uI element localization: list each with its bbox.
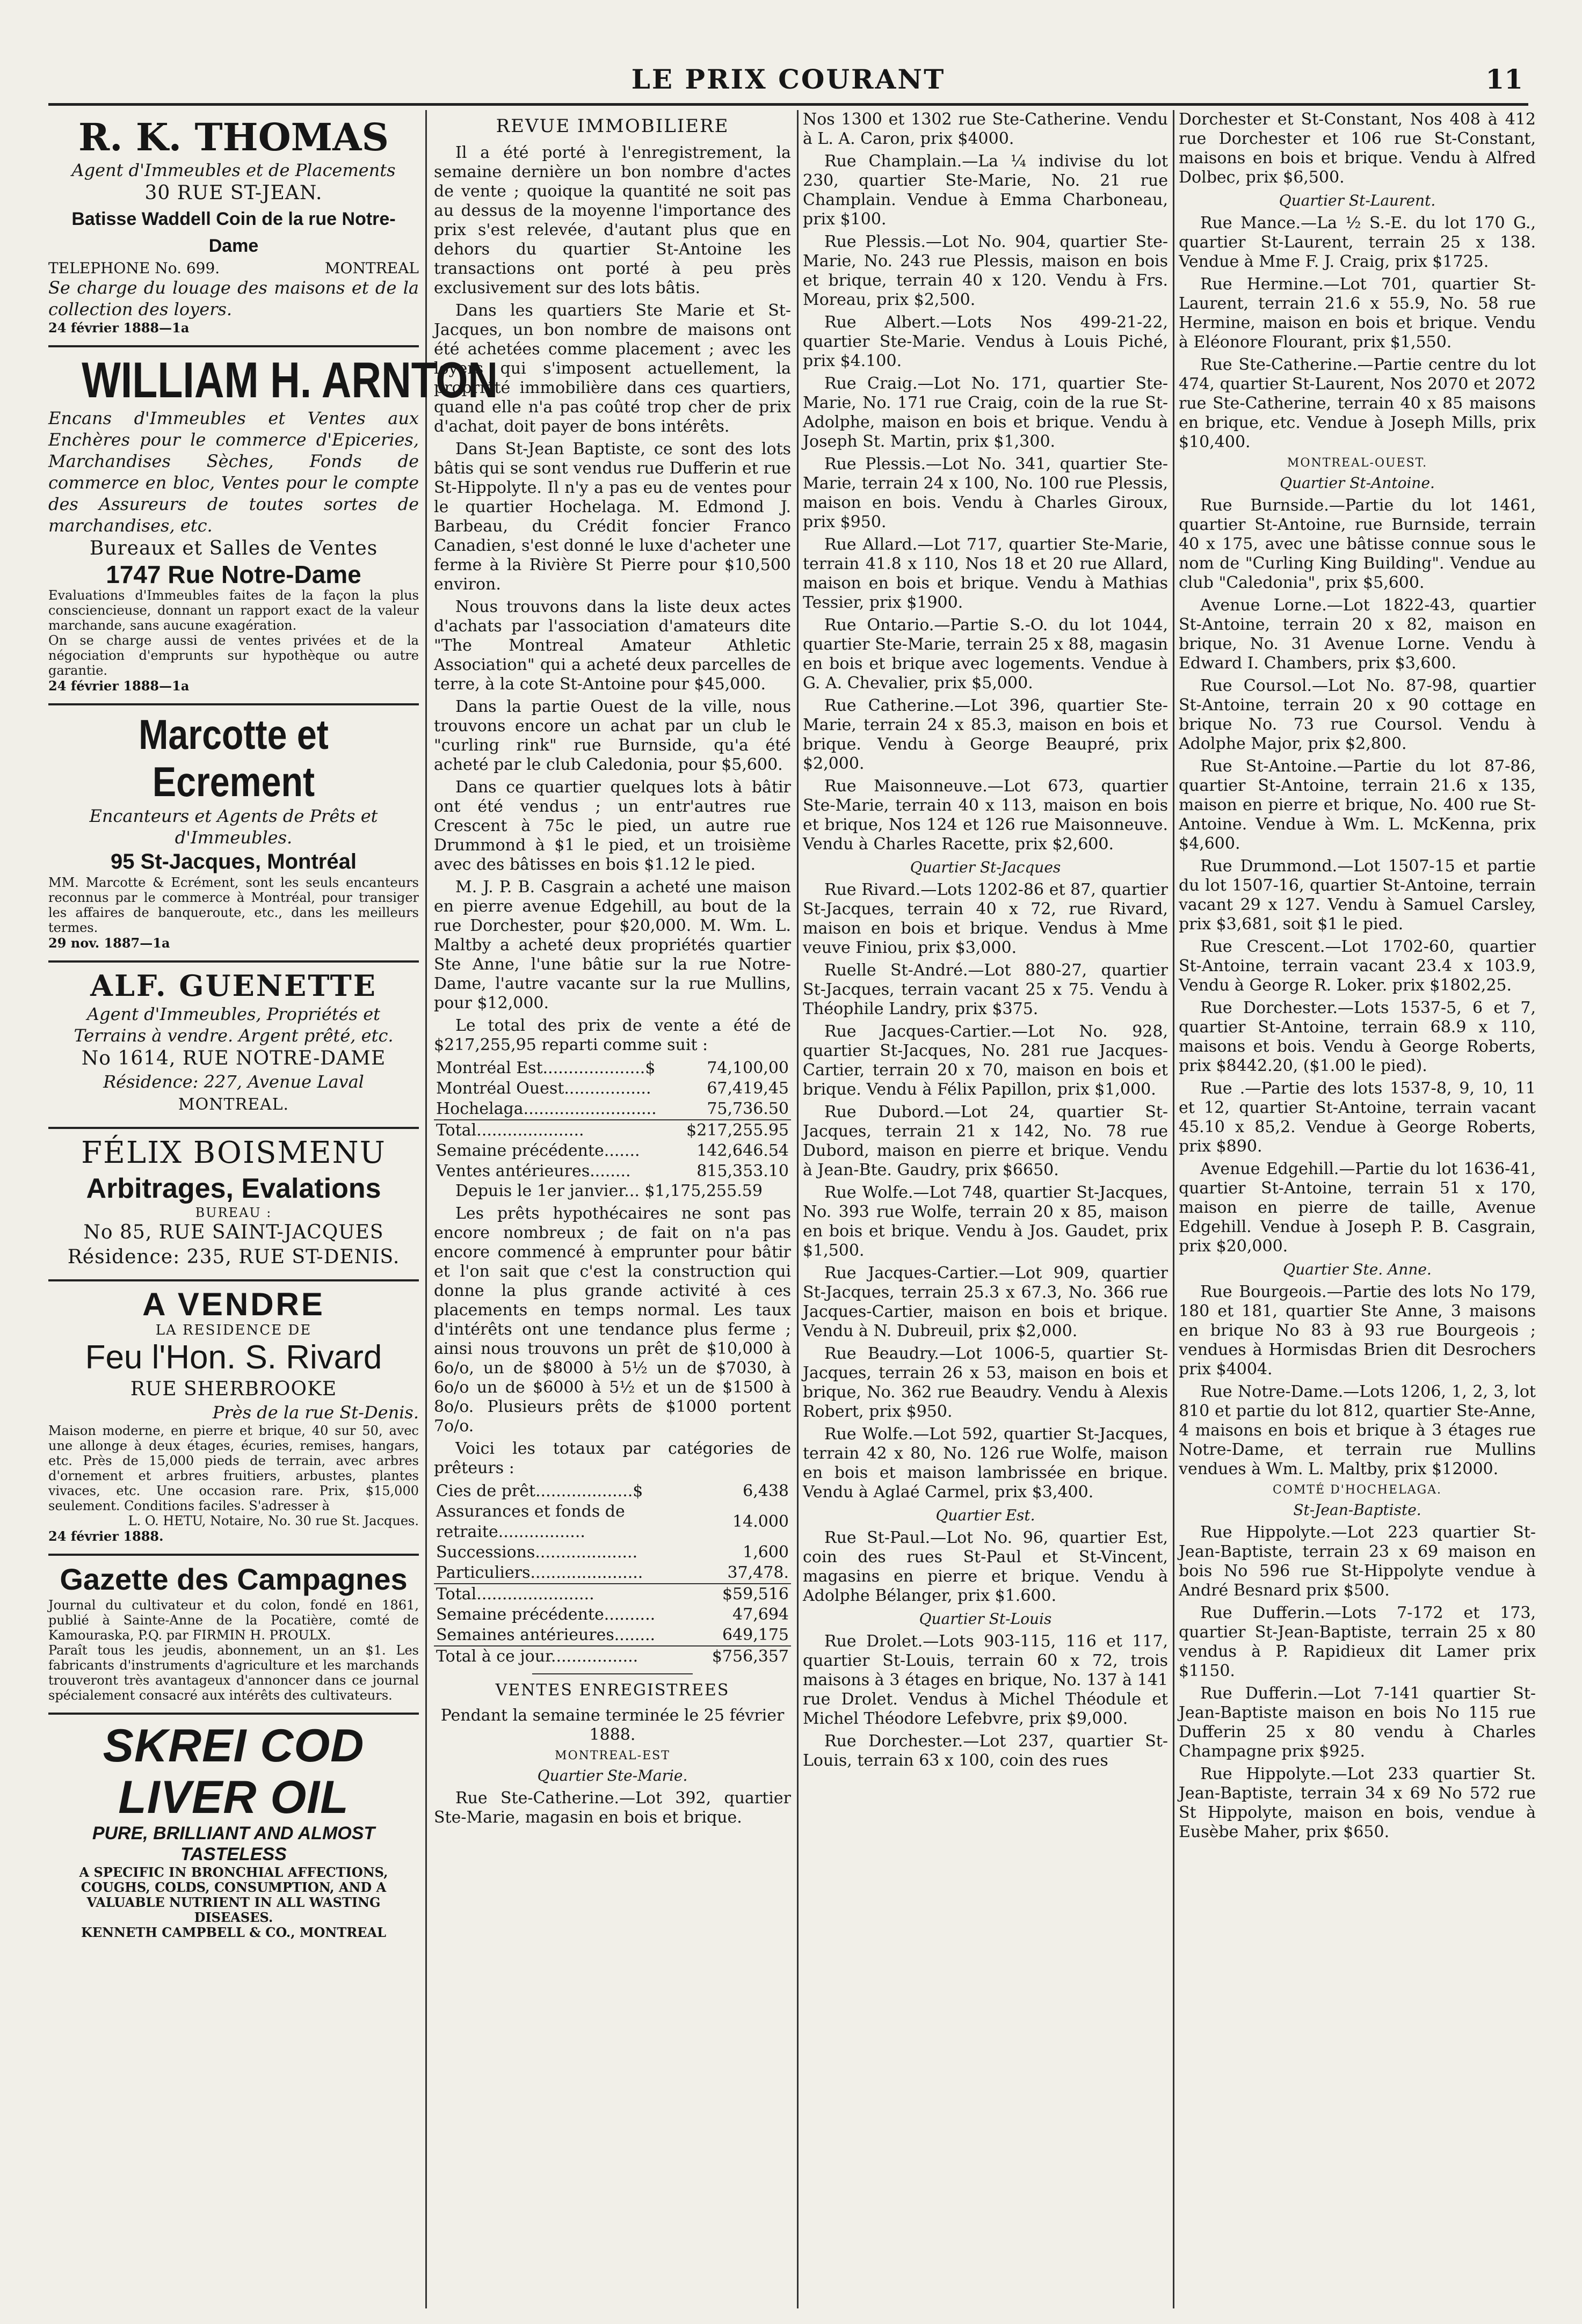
figure-value: 142,646.54 (696, 1141, 789, 1160)
ad-date: 24 février 1888. (48, 1528, 164, 1544)
section-heading: REVUE IMMOBILIERE (496, 115, 729, 137)
revue-paragraph: Il a été porté à l'enregistrement, la semaine dernière un bon nombre d'actes de vente ; quoique la quantité ne soit pas au dessus de la moyenne l'importance des prix s'est relevée, d'autant plus que en dehors du quartier St-Antoine les transactions ont porté à peu près exclusivement sur des lots bâtis. (434, 143, 791, 297)
figure-row (434, 1161, 791, 1182)
figure-value: 6,438 (743, 1482, 789, 1500)
ward-heading: Quartier St-Jacques (910, 858, 1061, 876)
ad-address: 95 St-Jacques, Montréal (111, 850, 357, 873)
ad-subtitle: PURE, BRILLIANT AND ALMOST TASTELESS (92, 1823, 375, 1864)
ad-text: Maison moderne, en pierre et brique, 40 sur 50, avec une allonge à deux étages, écuries, remises, hangars, etc. Près de 15,000 pieds de terrain, avec arbres d'ornement et arbres fruitiers, arbustes, plantes vivaces, etc. Une occasion rare. Prix, $15,000 seulement. Conditions faciles. S'adresser à (48, 1423, 419, 1513)
figure-value: 14.000 (732, 1512, 789, 1531)
figure-row (434, 1646, 791, 1667)
figure-row (434, 1502, 791, 1542)
sale-entry: Rue Mance.—La ½ S.-E. du lot 170 G., quartier St-Laurent, terrain 25 x 138. Vendue à Mme F. J. Craig, prix $1725. (1179, 214, 1536, 271)
figure-value: 649,175 (722, 1626, 789, 1644)
revue-paragraph: Dans la partie Ouest de la ville, nous trouvons encore un achat par un club le "curling rink" rue Burnside, qu'a été acheté par le club Caledonia, pour $5,600. (434, 697, 791, 774)
ad-residence: Résidence: 227, Avenue Laval (103, 1072, 364, 1092)
sale-entry: Rue Albert.—Lots Nos 499-21-22, quartier Ste-Marie. Vendus à Louis Piché, prix $4.100. (803, 313, 1168, 370)
column-rule (1173, 110, 1174, 2308)
advertisements-column (48, 110, 498, 2308)
ad-contact: L. O. HETU, Notaire, No. 30 rue St. Jacques. (128, 1513, 419, 1528)
figure-value: 1,600 (743, 1543, 789, 1562)
district-heading: MONTREAL-OUEST. (1287, 456, 1428, 470)
ad-subtitle: Encans d'Immeubles et Ventes aux Enchères pour le commerce d'Epiceries, Marchandises Sèches, Fonds de commerce en bloc, Ventes pour le compte des Assureurs de toutes sortes de marchandises, etc. (48, 408, 419, 536)
sale-entry: Rue Plessis.—Lot No. 341, quartier Ste-Marie, terrain 24 x 100, No. 100 rue Plessis, maison en bois. Vendu à Charles Giroux, prix $950. (803, 455, 1168, 531)
figure-row (434, 1141, 791, 1161)
ad-date: 29 nov. 1887—1a (48, 935, 170, 951)
page-number: 11 (1485, 63, 1523, 95)
sale-entry: Rue Allard.—Lot 717, quartier Ste-Marie, terrain 41.8 x 110, Nos 18 et 20 rue Allard, maison en bois et brique. Vendu à Mathias Tessier, prix $1900. (803, 535, 1168, 612)
ad-city: MONTREAL (324, 259, 419, 277)
figure-value: 37,478. (727, 1563, 789, 1582)
revue-immobiliere-column (434, 110, 791, 2308)
ad-thomas (48, 110, 419, 347)
ad-subtitle: Arbitrages, Evalations (86, 1173, 381, 1204)
sales-column-4 (1179, 110, 1536, 2308)
ad-boismenu (48, 1129, 419, 1281)
figure-label: Cies de prêt...................$ (436, 1482, 643, 1500)
figure-value: 74,100,00 (707, 1059, 789, 1077)
figure-label: Semaine précédente....... (436, 1141, 640, 1160)
ad-text: Evaluations d'Immeubles faites de la façon la plus consciencieuse, donnant un rapport exact de la valeur marchande, sans aucune exagération. (48, 588, 419, 633)
ad-text: Se charge du louage des maisons et de la collection des loyers. (48, 278, 419, 319)
ad-subtitle: Agent d'Immeubles, Propriétés et Terrains à vendre. Argent prêté, etc. (74, 1004, 394, 1046)
sale-entry: Rue Ste-Catherine.—Lot 392, quartier Ste-Marie, magasin en bois et brique. (434, 1789, 791, 1827)
ad-name: Feu l'Hon. S. Rivard (85, 1339, 382, 1376)
ward-heading: Quartier St-Laurent. (1279, 192, 1436, 209)
ad-name: ALF. GUENETTE (90, 968, 377, 1003)
ad-contact-row (48, 259, 419, 277)
ad-address: No 1614, RUE NOTRE-DAME (81, 1047, 386, 1069)
revue-paragraph: Les prêts hypothécaires ne sont pas encore nombreux ; de fait on n'a pas encore commencé à emprunter pour bâtir et l'on sait que c'est la construction qui donne la plus grande activité à ces placements en temps normal. Les taux d'intérêts ont une tendance plus ferme ; ainsi nous trouvons un prêt de $10,000 à 6o/o, un de $8000 à 5½ un de $7030, à 6o/o un de $6000 à 5½ et un de $1500 à 8o/o. Plusieurs prêts de $1000 portent 7o/o. (434, 1204, 791, 1436)
figure-row (434, 1120, 791, 1141)
section-subheading: Pendant la semaine terminée le 25 février 1888. (440, 1706, 785, 1744)
ward-heading: Quartier Ste-Marie. (537, 1767, 688, 1784)
sales-totals-table (434, 1058, 791, 1182)
sale-entry: Rue Jacques-Cartier.—Lot 909, quartier St-Jacques, terrain 25.3 x 67.3, No. 366 rue Jacques-Cartier, maison en bois et brique. Vendu à N. Dubreuil, prix $2,000. (803, 1264, 1168, 1341)
revue-paragraph: M. J. P. B. Casgrain a acheté une maison en pierre avenue Edgehill, au bout de la rue Dorchester, pour $20,000. M. Wm. L. Maltby a acheté deux propriétés quartier Ste Anne, l'une bâtie sur la rue Notre-Dame, l'autre vacante sur la rue Mullins, pour $12,000. (434, 878, 791, 1012)
sale-entry: Rue Champlain.—La ¼ indivise du lot 230, quartier Ste-Marie, No. 21 rue Champlain. Vendue à Emma Charboneau, prix $100. (803, 152, 1168, 229)
figure-label: Total à ce jour................. (434, 1646, 710, 1667)
figure-label: Montréal Ouest................. (436, 1079, 651, 1098)
sale-entry: Avenue Edgehill.—Partie du lot 1636-41, quartier St-Antoine, terrain 51 x 170, maison en pierre de taille, Avenue Edgehill. Vendue à Joseph P. B. Casgrain, prix $20,000. (1179, 1160, 1536, 1256)
figure-value: $217,255.95 (676, 1120, 791, 1141)
sale-entry: Rue Coursol.—Lot No. 87-98, quartier St-Antoine, terrain 20 x 90 cottage en brique No. 73 rue Coursol. Vendu à Adolphe Major, prix $2,800. (1179, 676, 1536, 753)
ornament-rule (532, 1673, 693, 1674)
ad-text: Paraît tous les jeudis, abonnement, un an $1. Les fabricants d'instruments d'agriculture et les marchands trouveront très avantageux d'annoncer dans ce journal spécialement consacré aux intérêts des cultivateurs. (48, 1643, 419, 1703)
ad-name: SKREI COD LIVER OIL (103, 1720, 365, 1823)
ward-heading: Quartier Ste. Anne. (1283, 1261, 1432, 1278)
sales-column-3 (803, 110, 1168, 2308)
ad-offices: Bureaux et Salles de Ventes (89, 537, 378, 559)
sale-entry: Rue Drummond.—Lot 1507-15 et partie du lot 1507-16, quartier St-Antoine, terrain vacant 29 x 127. Vendu à Samuel Carsley, prix $3,681, soit $1 le pied. (1179, 857, 1536, 934)
figure-row (434, 1058, 791, 1079)
revue-paragraph: Le total des prix de vente a été de $217,255,95 reparti comme suit : (434, 1016, 791, 1054)
ad-subtitle: Encanteurs et Agents de Prêts et d'Immeubles. (89, 806, 378, 848)
column-rule (425, 110, 427, 2308)
column-rule (797, 110, 799, 2308)
figure-row (434, 1099, 791, 1120)
ad-address: 1747 Rue Notre-Dame (106, 560, 361, 588)
figure-value: 67,419,45 (707, 1079, 789, 1098)
ad-text: MM. Marcotte & Ecrément, sont les seuls encanteurs reconnus par le commerce à Montréal, pour transiger les affaires de banqueroute, etc., dans les meilleurs termes. (48, 875, 419, 935)
ad-telephone: TELEPHONE No. 699. (48, 259, 220, 277)
ad-building: Batisse Waddell Coin de la rue Notre-Dame (71, 209, 396, 256)
loan-totals-table (434, 1481, 791, 1667)
figure-value: 75,736.50 (707, 1099, 789, 1118)
ad-date: 24 février 1888—1a (48, 678, 190, 694)
figure-value: $756,357 (710, 1646, 791, 1667)
ad-address: 30 RUE ST-JEAN. (144, 182, 323, 204)
revue-paragraph: Nous trouvons dans la liste deux actes d'achats par l'association d'amateurs dite "The Montreal Amateur Athletic Association" qui a acheté deux parcelles de terre, à la cote St-Antoine pour $45,000. (434, 598, 791, 694)
sale-entry: Rue Jacques-Cartier.—Lot No. 928, quartier St-Jacques, No. 281 rue Jacques-Cartier, terrain 20 x 70, maison en bois et brique. Vendu à Félix Papillon, prix $1,000. (803, 1022, 1168, 1099)
revue-paragraph: Dans ce quartier quelques lots à bâtir ont été vendus ; un entr'autres rue Crescent à 75c le pied, un autre rue Drummond à $1 le pied, et un troisième avec des bâtisses en bois $1.12 le pied. (434, 778, 791, 874)
figure-label: Ventes antérieures........ (436, 1162, 631, 1181)
figure-row (434, 1605, 791, 1625)
ad-arnton (48, 347, 498, 705)
sale-entry: Rue Dorchester.—Lots 1537-5, 6 et 7, quartier St-Antoine, terrain 68.9 x 110, maisons et bois. Vendu à George Roberts, prix $8442.20, ($1.00 le pied). (1179, 999, 1536, 1075)
sale-entry: Rue Craig.—Lot No. 171, quartier Ste-Marie, No. 171 rue Craig, coin de la rue St-Adolphe, maison en bois et brique. Vendu à Joseph St. Martin, prix $1,300. (803, 374, 1168, 451)
page-title: LE PRIX COURANT (631, 63, 946, 95)
sale-entry: Rue Dufferin.—Lot 7-141 quartier St-Jean-Baptiste maison en bois No 115 rue Dufferin 25 x 80 vendu à Charles Champagne prix $925. (1179, 1684, 1536, 1761)
figure-label: Hochelaga.......................... (436, 1099, 657, 1118)
revue-paragraph: Voici les totaux par catégories de prêteurs : (434, 1439, 791, 1477)
sale-entry: Rue Wolfe.—Lot 748, quartier St-Jacques, No. 393 rue Wolfe, terrain 20 x 85, maison en bois et brique. Vendu à Jos. Gaudet, prix $1,500. (803, 1183, 1168, 1260)
sale-entry: Rue Notre-Dame.—Lots 1206, 1, 2, 3, lot 810 et partie du lot 812, quartier Ste-Anne, 4 maisons en bois et brique à 3 étages rue Notre-Dame, et terrain rue Mullins vendues à Wm. L. Maltby, prix $12000. (1179, 1382, 1536, 1478)
since-january-line: Depuis le 1er janvier... $1,175,255.59 (455, 1182, 763, 1200)
sale-entry: Rue Dorchester.—Lot 237, quartier St-Louis, terrain 63 x 100, coin des rues (803, 1732, 1168, 1770)
sale-entry: Rue Wolfe.—Lot 592, quartier St-Jacques, terrain 42 x 80, No. 126 rue Wolfe, maison en bois et maison lambrissée en brique. Vendu à Aglaé Carmel, prix $3,400. (803, 1425, 1168, 1502)
sale-entry: Dorchester et St-Constant, Nos 408 à 412 rue Dorchester et 106 rue St-Constant, maisons en bois et brique. Vendu à Alfred Dolbec, prix $6,500. (1179, 110, 1536, 187)
sale-entry: Rue Ontario.—Partie S.-O. du lot 1044, quartier Ste-Marie, terrain 25 x 88, magasin en bois et brique avec logements. Vendue à G. A. Chevalier, prix $5,000. (803, 616, 1168, 693)
ad-residence: Résidence: 235, RUE ST-DENIS. (67, 1246, 400, 1268)
running-header (48, 63, 1528, 106)
ad-date: 24 février 1888—1a (48, 320, 190, 336)
figure-value: $59,516 (710, 1584, 791, 1605)
sale-entry: Rue Rivard.—Lots 1202-86 et 87, quartier St-Jacques, terrain 40 x 72, rue Rivard, maison en bois et brique. Vendus à Mme veuve Finiou, prix $3,000. (803, 880, 1168, 957)
ad-subtitle: Agent d'Immeubles et de Placements (71, 160, 396, 180)
figure-row (434, 1584, 791, 1605)
sale-entry: Rue Hippolyte.—Lot 233 quartier St. Jean-Baptiste, terrain 34 x 69 No 572 rue St Hippolyte, maison en bois, vendue à Eusèbe Maher, prix $650. (1179, 1765, 1536, 1841)
sale-entry: Rue Beaudry.—Lot 1006-5, quartier St-Jacques, terrain 26 x 53, maison en bois et brique, No. 362 rue Beaudry. Vendu à Alexis Robert, prix $950. (803, 1344, 1168, 1421)
revue-paragraphs (434, 1204, 791, 1478)
header-rule (48, 103, 1528, 106)
figure-row (434, 1079, 791, 1099)
sale-entry: Rue Ste-Catherine.—Partie centre du lot 474, quartier St-Laurent, Nos 2070 et 2072 rue Ste-Catherine, terrain 40 x 85 maisons en brique, etc. Vendue à Joseph Mills, prix $10,400. (1179, 355, 1536, 451)
sale-entry: Rue Catherine.—Lot 396, quartier Ste-Marie, terrain 24 x 85.3, maison en bois et brique. Vendu à George Beaupré, prix $2,000. (803, 696, 1168, 773)
ad-address: No 85, RUE SAINT-JACQUES (83, 1221, 384, 1243)
figure-label: Assurances et fonds de retraite................. (436, 1502, 625, 1541)
ad-title: A VENDRE (142, 1286, 325, 1322)
ad-name: FÉLIX BOISMENU (81, 1135, 386, 1170)
sale-entry: Rue Dubord.—Lot 24, quartier St-Jacques, terrain 21 x 142, No. 78 rue Dubord, maison en pierre et brique. Vendu à Jean-Bte. Gaudry, prix $6650. (803, 1103, 1168, 1179)
ad-text: A SPECIFIC IN BRONCHIAL AFFECTIONS, COUGHS, COLDS, CONSUMPTION, AND A VALUABLE NUTRIENT IN ALL WASTING DISEASES. (79, 1864, 388, 1925)
sale-entry: Rue Bourgeois.—Partie des lots No 179, 180 et 181, quartier Ste Anne, 3 maisons en brique No 83 à 93 rue Bourgeois ; vendues à Hormisdas Brien dit Desrochers prix $4004. (1179, 1283, 1536, 1379)
ad-street: RUE SHERBROOKE (130, 1378, 337, 1400)
ad-skrei (48, 1715, 419, 1950)
figure-row (434, 1563, 791, 1584)
revue-paragraph: Dans St-Jean Baptiste, ce sont des lots bâtis qui se sont vendus rue Dufferin et rue St-Hippolyte. Il n'y a pas eu de ventes pour le quartier Hochelaga. M. Edmond J. Barbeau, du Crédit foncier Franco Canadien, s'est donné le luxe d'acheter une ferme à la Rivière St Pierre pour $10,500 environ. (434, 440, 791, 594)
ward-heading: Quartier Est. (935, 1506, 1035, 1524)
sale-entry: Rue Crescent.—Lot 1702-60, quartier St-Antoine, terrain vacant 23.4 x 103.9, Vendu à George R. Loker. prix $1802,25. (1179, 937, 1536, 995)
ad-rivard (48, 1281, 419, 1556)
ad-marcotte (48, 705, 419, 963)
sale-entry: Rue Hermine.—Lot 701, quartier St-Laurent, terrain 21.6 x 55.9, No. 58 rue Hermine, maison en bois et brique. Vendu à Eléonore Flourant, prix $1,550. (1179, 275, 1536, 352)
figure-label: Successions.................... (436, 1543, 638, 1562)
ad-maker: KENNETH CAMPBELL & CO., MONTREAL (81, 1925, 386, 1940)
sale-entry: Rue St-Antoine.—Partie du lot 87-86, quartier St-Antoine, terrain 21.6 x 135, maison en pierre et brique, No. 400 rue St-Antoine. Vendue à Wm. L. McKenna, prix $4,600. (1179, 757, 1536, 853)
sale-entry: Rue Maisonneuve.—Lot 673, quartier Ste-Marie, terrain 40 x 113, maison en bois et brique, Nos 124 et 126 rue Maisonneuve. Vendu à Charles Racette, prix $2,600. (803, 777, 1168, 854)
section-heading: VENTES ENREGISTREES (495, 1681, 730, 1700)
ad-near: Près de la rue St-Denis. (212, 1402, 419, 1423)
ad-gazette (48, 1556, 419, 1715)
ad-text: Journal du cultivateur et du colon, fondé en 1861, publié à Sainte-Anne de la Pocatière, comté de Kamouraska, P.Q. par FIRMIN H. PROULX. (48, 1598, 419, 1643)
sale-entry: Rue St-Paul.—Lot No. 96, quartier Est, coin des rues St-Paul et St-Vincent, magasins en pierre et brique. Vendu à Adolphe Bélanger, prix $1.600. (803, 1528, 1168, 1605)
figure-label: Total....................... (434, 1584, 710, 1605)
ad-subtitle: LA RESIDENCE DE (155, 1322, 312, 1338)
sale-entry: Rue Dufferin.—Lots 7-172 et 173, quartier St-Jean-Baptiste, terrain 25 x 80 vendus à P. Rapidieux dit Lamer prix $1150. (1179, 1604, 1536, 1680)
figure-label: Montréal Est....................$ (436, 1059, 656, 1077)
ward-heading: St-Jean-Baptiste. (1293, 1501, 1421, 1519)
ad-name: Marcotte et Ecrement (139, 711, 329, 805)
sale-entry: Rue Burnside.—Partie du lot 1461, quartier St-Antoine, rue Burnside, terrain 40 x 175, avec une bâtisse connue sous le nom de "Curling King Building". Vendue au club "Caledonia", prix $5,600. (1179, 496, 1536, 592)
figure-value: 47,694 (732, 1605, 789, 1624)
sale-entry: Rue Hippolyte.—Lot 223 quartier St-Jean-Baptiste, terrain 23 x 69 maison en bois No 596 rue St-Hippolyte vendue à André Besnard prix $500. (1179, 1523, 1536, 1600)
ad-name: WILLIAM H. ARNTON (82, 352, 498, 408)
ad-bureau: BUREAU : (195, 1205, 272, 1220)
figure-label: Semaine précédente.......... (436, 1605, 656, 1624)
sale-entry: Rue .—Partie des lots 1537-8, 9, 10, 11 et 12, quartier St-Antoine, terrain vacant 45.10 x 85,2. Vendue à George Roberts, prix $890. (1179, 1079, 1536, 1156)
sale-entry: Ruelle St-André.—Lot 880-27, quartier St-Jacques, terrain vacant 25 x 75. Vendu à Théophile Landry, prix $375. (803, 961, 1168, 1018)
figure-label: Particuliers...................... (436, 1563, 643, 1582)
ad-city: MONTREAL. (178, 1095, 289, 1114)
ward-heading: Quartier St-Antoine. (1280, 474, 1435, 492)
ad-name: R. K. THOMAS (78, 115, 389, 159)
ad-name: Gazette des Campagnes (60, 1562, 408, 1596)
sale-entry: Nos 1300 et 1302 rue Ste-Catherine. Vendu à L. A. Caron, prix $4000. (803, 110, 1168, 148)
ad-text: On se charge aussi de ventes privées et de la négociation d'emprunts sur hypothèque ou autre garantie. (48, 633, 419, 678)
sale-entry: Rue Drolet.—Lots 903-115, 116 et 117, quartier St-Louis, terrain 60 x 72, trois maisons à 3 étages en brique, No. 137 à 141 rue Drolet. Vendus à Michel Théodule et Michel Théodore Lefebvre, prix $9,000. (803, 1632, 1168, 1728)
district-heading: COMTÉ D'HOCHELAGA. (1272, 1483, 1442, 1497)
figure-value: 815,353.10 (696, 1162, 789, 1181)
district-heading: MONTREAL-EST (555, 1749, 670, 1762)
sale-entry: Rue Plessis.—Lot No. 904, quartier Ste-Marie, No. 243 rue Plessis, maison en bois et brique, terrain 40 x 120. Vendu à Frs. Moreau, prix $2,500. (803, 232, 1168, 309)
figure-row (434, 1625, 791, 1646)
ad-guenette (48, 963, 419, 1129)
figure-row (434, 1481, 791, 1502)
revue-paragraph: Dans les quartiers Ste Marie et St-Jacques, un bon nombre de maisons ont été achetées comme placement ; avec les loyers qui s'imposent actuellement, la propriété immobilière dans ces quartiers, quand elle n'a pas coûté trop cher de prix d'achat, doit payer de bons intérêts. (434, 301, 791, 436)
revue-paragraphs (434, 143, 791, 1055)
sale-entry: Avenue Lorne.—Lot 1822-43, quartier St-Antoine, terrain 20 x 82, maison en brique, No. 31 Avenue Lorne. Vendu à Edward I. Chambers, prix $3,600. (1179, 596, 1536, 673)
figure-row (434, 1542, 791, 1563)
ward-heading: Quartier St-Louis (919, 1610, 1052, 1628)
figure-label: Semaines antérieures........ (436, 1626, 656, 1644)
figure-label: Total..................... (434, 1120, 676, 1141)
